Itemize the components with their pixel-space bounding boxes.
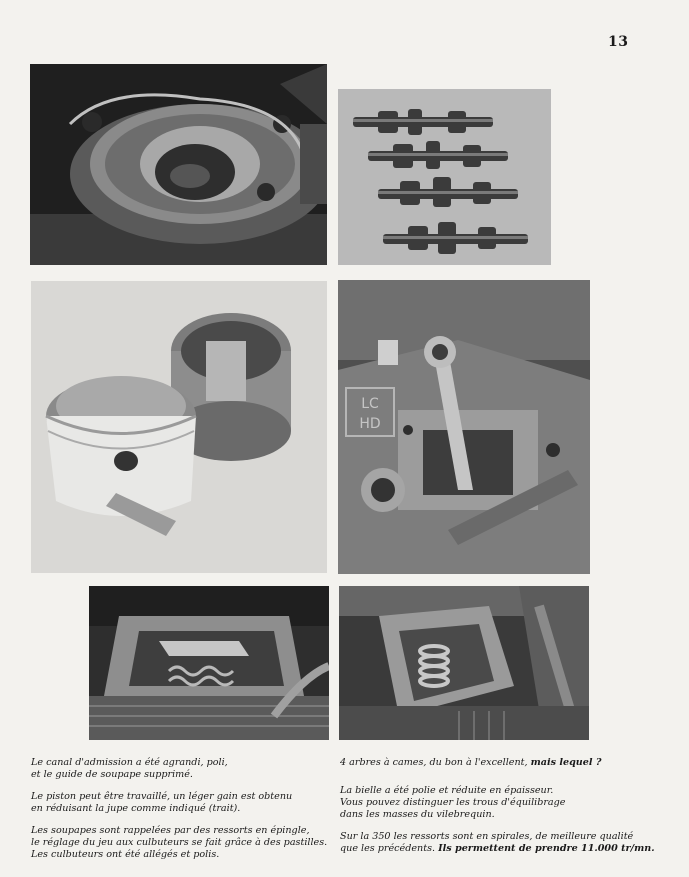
caption-connecting-rod: La bielle a été polie et réduite en épaisseur. Vous pouvez distinguer les trous d'équilibrage dans les masses du vilebrequin. — [340, 784, 566, 820]
rocker-arms-photo — [89, 586, 329, 740]
coil-springs-photo — [339, 586, 589, 740]
svg-text:LC: LC — [361, 396, 379, 412]
caption-rocker-arms: Les soupapes sont rappelées par des ressorts en épingle, le réglage du jeu aux culbuteurs se fait grâce à des pastilles. Les culbuteurs ont été allégés et polis. — [31, 824, 328, 860]
pistons-photo — [31, 281, 327, 573]
watermark-logo — [344, 386, 396, 438]
intake-port-photo — [30, 64, 327, 265]
caption-piston: Le piston peut être travaillé, un léger gain est obtenu en réduisant la jupe comme indiqué (trait). — [31, 790, 293, 814]
captions-right — [340, 757, 655, 865]
caption-camshafts: 4 arbres à cames, du bon à l'excellent, mais lequel ? — [340, 757, 602, 768]
captions-left — [31, 757, 327, 871]
caption-intake-port: Le canal d'admission a été agrandi, poli, et le guide de soupape supprimé. — [31, 757, 228, 780]
svg-text:HD: HD — [359, 416, 381, 432]
caption-coil-springs: Sur la 350 les ressorts sont en spirales, de meilleure qualité que les précédents. Ils permettent de prendre 11.000 tr/mn. — [340, 830, 655, 854]
page-number: 13 — [608, 34, 629, 50]
camshafts-photo — [338, 89, 551, 265]
